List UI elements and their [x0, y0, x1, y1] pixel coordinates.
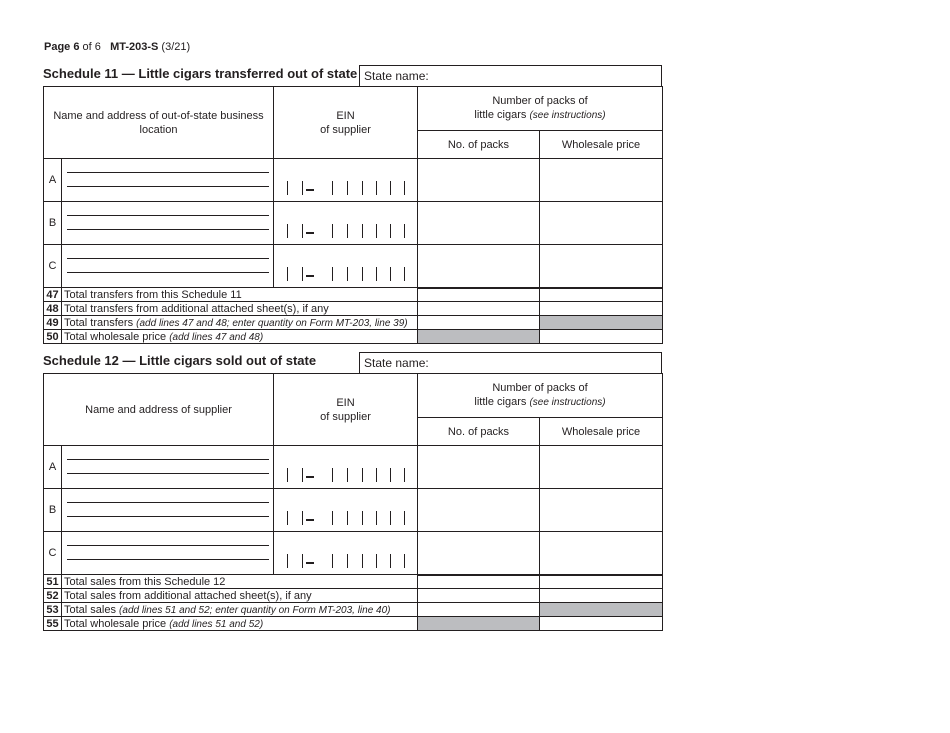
ein-digit-divider: [404, 181, 405, 195]
packs-input[interactable]: [418, 245, 540, 288]
ein-dash: [306, 189, 314, 191]
line-48-packs-input[interactable]: [418, 302, 540, 316]
shaded-cell: [540, 603, 663, 617]
ein-digit-divider: [404, 511, 405, 525]
line-label: Total wholesale price (add lines 51 and 52): [62, 617, 418, 631]
line-47-packs-input[interactable]: [418, 288, 540, 302]
ein-digit-divider: [287, 511, 288, 525]
ein-digit-divider: [332, 554, 333, 568]
ein-digit-divider: [362, 468, 363, 482]
name-address-input[interactable]: [62, 532, 274, 575]
packs-input[interactable]: [418, 159, 540, 202]
ein-digit-divider: [404, 267, 405, 281]
row-letter: B: [44, 202, 62, 245]
ein-digit-divider: [302, 511, 303, 525]
line-52: [44, 589, 663, 603]
ein-digit-divider: [376, 511, 377, 525]
line-51-packs-input[interactable]: [418, 575, 540, 589]
ein-dash: [306, 476, 314, 478]
col-header-number-of-packs: [418, 374, 663, 418]
ein-digit-divider: [332, 181, 333, 195]
ein-dash: [306, 519, 314, 521]
line-50-price-input[interactable]: [540, 330, 663, 344]
ein-digit-divider: [404, 468, 405, 482]
form-revision: (3/21): [161, 41, 191, 53]
line-52-packs-input[interactable]: [418, 589, 540, 603]
ein-digit-divider: [347, 181, 348, 195]
ein-digit-divider: [390, 468, 391, 482]
packs-input[interactable]: [418, 489, 540, 532]
line-label: Total transfers from this Schedule 11: [62, 288, 418, 302]
form-id: MT-203-S: [110, 41, 159, 53]
name-address-input[interactable]: [62, 202, 274, 245]
ein-digit-divider: [390, 554, 391, 568]
ein-digit-divider: [302, 181, 303, 195]
page-of: of 6: [82, 41, 101, 53]
ein-digit-divider: [302, 468, 303, 482]
ein-label: EIN: [336, 109, 355, 122]
ein-digit-divider: [302, 554, 303, 568]
col-header-name: Name and address of supplier: [44, 374, 274, 446]
ein-input[interactable]: [274, 532, 418, 575]
ein-digit-divider: [404, 554, 405, 568]
schedule-12-table: [43, 373, 663, 631]
ein-digit-divider: [332, 224, 333, 238]
line-55-price-input[interactable]: [540, 617, 663, 631]
ein-digit-divider: [404, 224, 405, 238]
ein-input[interactable]: [274, 202, 418, 245]
col-header-ein: [274, 374, 418, 446]
state-name-label: State name:: [364, 69, 429, 83]
line-number: 47: [44, 288, 62, 302]
ein-input[interactable]: [274, 159, 418, 202]
ein-digit-divider: [390, 267, 391, 281]
line-number: 50: [44, 330, 62, 344]
price-input[interactable]: [540, 159, 663, 202]
ein-digit-divider: [362, 511, 363, 525]
ein-digit-divider: [287, 267, 288, 281]
schedule-11-state-field[interactable]: [359, 65, 662, 87]
ein-digit-divider: [302, 224, 303, 238]
table-row: [44, 202, 663, 245]
num-packs-label: Number of packs of: [492, 382, 588, 394]
ein-digit-divider: [390, 224, 391, 238]
shaded-cell: [418, 330, 540, 344]
ein-digit-divider: [347, 511, 348, 525]
num-packs-sublabel: little cigars: [474, 396, 527, 408]
ein-digit-divider: [347, 554, 348, 568]
line-49: [44, 316, 663, 330]
name-address-input[interactable]: [62, 446, 274, 489]
price-input[interactable]: [540, 532, 663, 575]
ein-dash: [306, 275, 314, 277]
num-packs-note: (see instructions): [529, 397, 606, 408]
name-address-input[interactable]: [62, 159, 274, 202]
ein-input[interactable]: [274, 446, 418, 489]
line-47-price-input[interactable]: [540, 288, 663, 302]
name-address-input[interactable]: [62, 489, 274, 532]
packs-input[interactable]: [418, 202, 540, 245]
packs-input[interactable]: [418, 532, 540, 575]
row-letter: C: [44, 532, 62, 575]
packs-input[interactable]: [418, 446, 540, 489]
state-name-label: State name:: [364, 356, 429, 370]
col-header-wholesale-price: Wholesale price: [540, 131, 663, 159]
price-input[interactable]: [540, 245, 663, 288]
price-input[interactable]: [540, 446, 663, 489]
ein-digit-divider: [332, 468, 333, 482]
num-packs-sublabel: little cigars: [474, 109, 527, 121]
name-address-input[interactable]: [62, 245, 274, 288]
schedule-11-table: [43, 86, 663, 344]
ein-dash: [306, 562, 314, 564]
line-label: Total transfers (add lines 47 and 48; enter quantity on Form MT-203, line 39): [62, 316, 418, 330]
ein-digit-divider: [362, 224, 363, 238]
shaded-cell: [540, 316, 663, 330]
ein-dash: [306, 232, 314, 234]
col-header-wholesale-price: Wholesale price: [540, 418, 663, 446]
line-53: [44, 603, 663, 617]
ein-digit-divider: [376, 224, 377, 238]
col-header-no-of-packs: No. of packs: [418, 418, 540, 446]
row-letter: B: [44, 489, 62, 532]
col-header-name: Name and address of out-of-state business location: [44, 87, 274, 159]
ein-digit-divider: [347, 224, 348, 238]
table-row: [44, 489, 663, 532]
line-label: Total wholesale price (add lines 47 and 48): [62, 330, 418, 344]
num-packs-label: Number of packs of: [492, 95, 588, 107]
line-51: [44, 575, 663, 589]
line-50: [44, 330, 663, 344]
line-48-price-input[interactable]: [540, 302, 663, 316]
ein-label: EIN: [336, 396, 355, 409]
line-49-packs-input[interactable]: [418, 316, 540, 330]
row-letter: A: [44, 446, 62, 489]
line-number: 51: [44, 575, 62, 589]
table-row: [44, 245, 663, 288]
ein-digit-divider: [332, 511, 333, 525]
ein-digit-divider: [376, 181, 377, 195]
ein-digit-divider: [362, 181, 363, 195]
row-letter: C: [44, 245, 62, 288]
num-packs-note: (see instructions): [529, 110, 606, 121]
line-number: 49: [44, 316, 62, 330]
ein-digit-divider: [302, 267, 303, 281]
table-row: [44, 532, 663, 575]
line-47: [44, 288, 663, 302]
line-51-price-input[interactable]: [540, 575, 663, 589]
ein-digit-divider: [287, 554, 288, 568]
ein-digit-divider: [347, 267, 348, 281]
schedule-12-state-field[interactable]: [359, 352, 662, 374]
schedule-12-title: Schedule 12 — Little cigars sold out of state: [43, 353, 317, 368]
shaded-cell: [418, 617, 540, 631]
col-header-ein: [274, 87, 418, 159]
ein-digit-divider: [347, 468, 348, 482]
ein-input[interactable]: [274, 245, 418, 288]
line-55: [44, 617, 663, 631]
ein-digit-divider: [376, 267, 377, 281]
table-row: [44, 446, 663, 489]
ein-sublabel: of supplier: [320, 123, 371, 136]
line-53-packs-input[interactable]: [418, 603, 540, 617]
col-header-number-of-packs: [418, 87, 663, 131]
ein-digit-divider: [390, 181, 391, 195]
ein-digit-divider: [376, 554, 377, 568]
ein-digit-divider: [332, 267, 333, 281]
ein-digit-divider: [287, 468, 288, 482]
page-header: [44, 41, 190, 53]
ein-digit-divider: [362, 554, 363, 568]
price-input[interactable]: [540, 489, 663, 532]
col-header-no-of-packs: No. of packs: [418, 131, 540, 159]
ein-input[interactable]: [274, 489, 418, 532]
line-number: 53: [44, 603, 62, 617]
schedule-11-title: Schedule 11 — Little cigars transferred out of state: [43, 66, 358, 81]
line-number: 52: [44, 589, 62, 603]
line-label: Total sales (add lines 51 and 52; enter quantity on Form MT-203, line 40): [62, 603, 418, 617]
line-number: 55: [44, 617, 62, 631]
ein-digit-divider: [376, 468, 377, 482]
line-label: Total sales from this Schedule 12: [62, 575, 418, 589]
ein-sublabel: of supplier: [320, 410, 371, 423]
line-52-price-input[interactable]: [540, 589, 663, 603]
price-input[interactable]: [540, 202, 663, 245]
line-label: Total transfers from additional attached sheet(s), if any: [62, 302, 418, 316]
line-number: 48: [44, 302, 62, 316]
ein-digit-divider: [287, 181, 288, 195]
ein-digit-divider: [362, 267, 363, 281]
page-label: Page 6: [44, 41, 80, 53]
ein-digit-divider: [390, 511, 391, 525]
line-48: [44, 302, 663, 316]
ein-digit-divider: [287, 224, 288, 238]
row-letter: A: [44, 159, 62, 202]
table-row: [44, 159, 663, 202]
line-label: Total sales from additional attached sheet(s), if any: [62, 589, 418, 603]
